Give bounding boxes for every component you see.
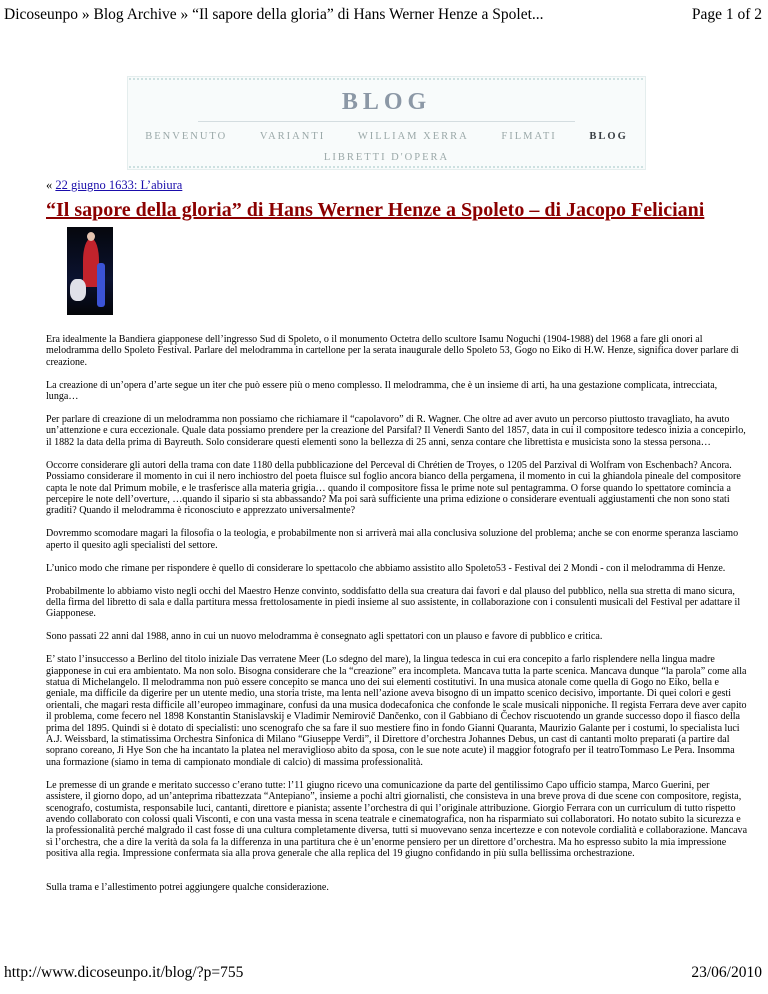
nav-item-benvenuto[interactable]: BENVENUTO [145,131,228,142]
post-paragraph: Probabilmente lo abbiamo visto negli occhi del Maestro Henze convinto, soddisfatto della sua creatura dai favori e dal plauso del pubblico, nella sua stretta di mano sicura, della firma del libretto di sala e dalla partitura messa frettolosamente in piedi insieme al suo assistente, in collaborazione con i consulenti musicali del Festival per adattare il Giapponese. [46,585,741,620]
nav-item-filmati[interactable]: FILMATI [501,131,557,142]
banner-dotted-border-bottom [128,165,645,169]
post-paragraph: E’ stato l’insuccesso a Berlino del titolo iniziale Das verratene Meer (Lo sdegno del mare), la lingua tedesca in cui era concepito a farlo risplendere nella lingua madre giapponese in cui era ambientato. Ma non solo. Bisogna considerare che la “creazione” era incompleta. Mancava tutta la parte scenica. Mancava dunque “la parola” come alla statua di Michelangelo. Il melodramma non può essere concepito se manca uno dei sui elementi costitutivi. In una musica atonale come quella di Gogo no Eiko, bella e geniale, ma difficile da digerire per un utente medio, una storia triste, ma lenta nell’azione aveva bisogno di un impatto scenico decisivo, importante. Di quei colori e gesti orientali, che magari resta difficile all’europeo immaginare, confusi da una musica dodecafonica che confonde le scale musicali nipponiche. Il regista Ferrara deve aver capito il problema, come fecero nel 1898 Konstantin Stanislavskij e Vladimir Nemirovič Dančenko, con il Gabbiano di Čechov riscuotendo un grande successo dopo il fiasco della prima del 1895. Quindi si è dotato di specialisti: uno scenografo che sa fare il suo mestiere fino in fondo Gianni Quaranta, Maurizio Galante per i costumi, lo specialista luci A.J. Weissbard, la stimatissima Orchestra Sinfonica di Milano “Giuseppe Verdi”, il Direttore d’orchestra Johannes Debus, un cast di cantanti molto preparati (a partire dal soprano coreano, Ji Hye Son che ha incantato la platea nel meraviglioso abito da sposa, con le sue note acute) il maggior fotografo per il teatroTommaso Le Pera. Insomma una formazione (siamo in tema di campionato mondiale di calcio) di massima professionalità. [46,654,747,768]
opera-stage-photo [67,227,113,315]
photo-figure-kneeling [70,279,86,301]
post-paragraph: Era idealmente la Bandiera giapponese dell’ingresso Sud di Spoleto, o il monumento Octetra dello scultore Isamu Noguchi (1904-1988) del 1968 a fare gli onori al melodramma dello Spoleto Festival. Parlare del melodramma in cartellone per la serata inaugurale dello Spoleto 53, Gogo no Eiko di H.W. Henze, significa dover parlare di creazione. [46,334,739,368]
previous-arrow: « [46,178,53,192]
nav-item-varianti[interactable]: VARIANTI [259,131,326,142]
post-paragraph: Per parlare di creazione di un melodramma non possiamo che richiamare il “capolavoro” di R. Wagner. Che oltre ad aver avuto un percorso piuttosto travagliato, ha avuto un’attenzione e cura eccezionale. Quale data possiamo prendere per la creazione del Parsifal? Il Venerdì Santo del 1857, data in cui il compositore tedesco inizia a concepirlo, il 1882 la data della prima di Bayreuth. Solo considerare questi elementi sono la bellezza di 25 anni, senza contare che librettista e musicista sono la stessa persona… [46,414,746,448]
print-date: 23/06/2010 [691,964,762,981]
post-paragraph: La creazione di un’opera d’arte segue un iter che può essere più o meno complesso. Il melodramma, che è un insieme di arti, ha una gestazione complicata, intrecciata, lunga… [46,379,718,403]
nav-item-william-xerra[interactable]: WILLIAM XERRA [357,131,469,142]
print-header [4,6,764,28]
post-paragraph: Sulla trama e l’allestimento potrei aggiungere qualche considerazione. [46,881,329,893]
post-body [46,334,748,904]
photo-figure-head [87,232,95,241]
banner-dotted-border-top [128,77,645,81]
nav-item-blog[interactable]: BLOG [589,131,628,142]
photo-figure-blue [97,263,105,307]
banner-title: BLOG [341,89,432,115]
previous-post-nav [46,178,182,193]
print-page-url: http://www.dicoseunpo.it/blog/?p=755 [4,964,244,981]
nav-item-libretti-d-opera[interactable]: LIBRETTI D'OPERA [323,152,450,163]
blog-banner [127,76,646,170]
banner-divider [198,121,575,122]
previous-post-link[interactable]: 22 giugno 1633: L’abiura [55,178,183,192]
post-paragraph: Le premesse di un grande e meritato successo c’erano tutte: l’11 giugno ricevo una comunicazione da parte del gentilissimo Capo ufficio stampa, Marco Guerini, per assistere, il giorno dopo, ad un’anteprima ribattezzata “Antepiano”, insieme a pochi altri giornalisti, che consisteva in una breve prova di due scene con compositore, regista, scenografo, costumista, responsabile luci, cantanti, direttore e pianista; assente l’orchestra di qui l’originale attribuzione. Giorgio Ferrara con un curriculum di tutto rispetto avendo collaborato con colossi quali Visconti, e con una vasta messa in scena teatrale e cinematografica, non ha risparmiato sui collaboratori. Ho notato subito la sicurezza e la professionalità perché malgrado il cast fosse di una cultura completamente diversa, tutti si muovevano senza incertezze e con notevole cordialità e collaborazione. Mancava sì l’orchestra, che a dire la verità da sola fa la differenza in una partitura che è un’enorme pensiero per un direttore d’orchestra. Ma ho espresso subito la mia impressione positiva alla regia. Impressione confermata sia alla prova generale che alla replica del 19 giugno confidando in più sulla bellissima orchestrazione. [46,779,748,860]
nav-menu [128,131,645,142]
post-paragraph: Sono passati 22 anni dal 1988, anno in cui un nuovo melodramma è consegnato agli spettatori con un plauso e favore di pubblico e critica. [46,631,603,643]
post-title[interactable]: “Il sapore della gloria” di Hans Werner Henze a Spoleto – di Jacopo Feliciani [46,199,705,221]
post-paragraph: L’unico modo che rimane per rispondere è quello di considerare lo spettacolo che abbiamo assistito allo Spoleto53 - Festival dei 2 Mondi - con il melodramma di Henze. [46,562,726,574]
print-page-title: Dicoseunpo » Blog Archive » “Il sapore della gloria” di Hans Werner Henze a Spolet... [4,6,544,23]
post-paragraph: Dovremmo scomodare magari la filosofia o la teologia, e probabilmente non si arriverà mai alla conclusiva soluzione del problema; anche se con enorme speranza lasciamo aperto il quesito agli specialisti del settore. [46,528,739,551]
nav-menu-row-2 [128,152,645,163]
post-paragraph: Occorre considerare gli autori della trama con date 1180 della pubblicazione del Perceval di Chrétien de Troyes, o 1205 del Parzival di Wolfram von Eschenbach? Ancora. Possiamo considerare il momento in cui il nero inchiostro del poeta fluisce sul foglio ancora bianco della pergamena, il momento in cui la ghiandola pineale del compositore capta le note dal Primum mobile, e le trasferisce alla materia grigia… quando il compositore fissa le prime note sul pentagramma. O forse quando lo spettatore comincia a percepire le note dell’overture, …quando il sipario si sta abbassando? Ma poi sarà sufficiente una prima edizione o considerare eventuali aggiustamenti che non sono stati graditi? Quando il melodramma è riconosciuto e apprezzato universalmente? [46,459,741,517]
print-footer [4,964,764,984]
print-page-number: Page 1 of 2 [691,6,762,23]
